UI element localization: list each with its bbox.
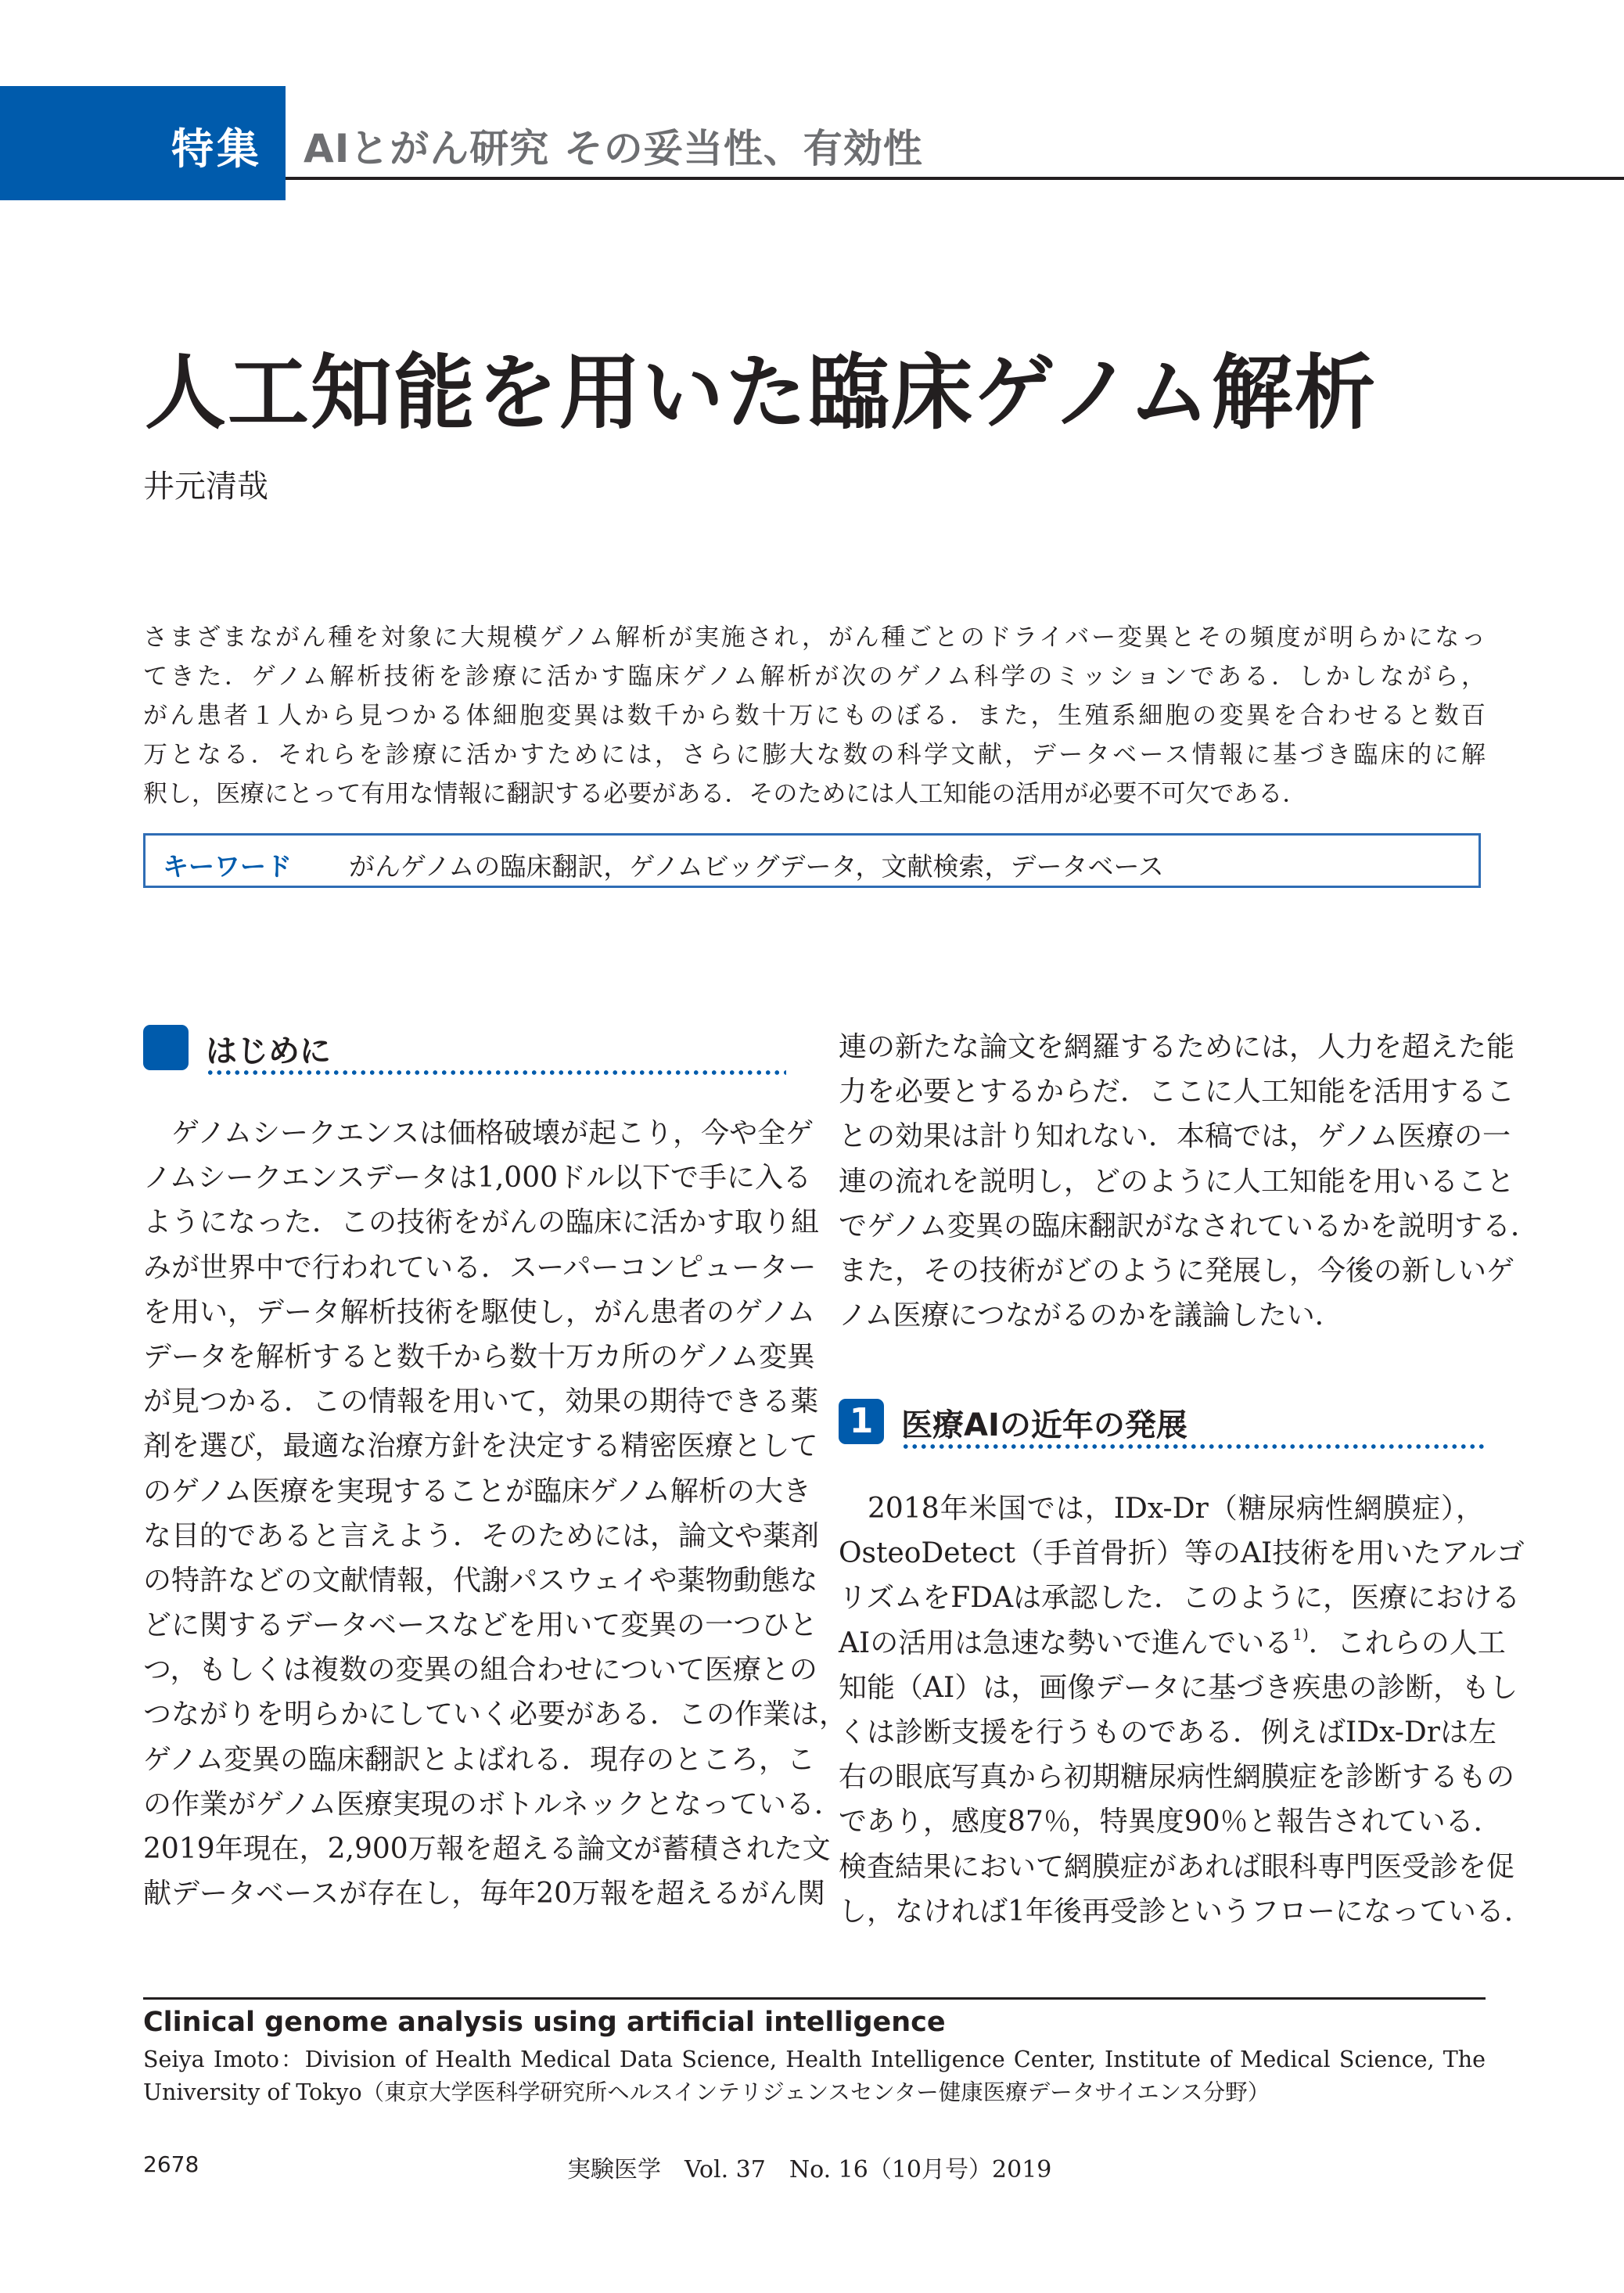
- section-marker-icon: [143, 1025, 189, 1070]
- text-line: でゲノム変異の臨床翻訳がなされているかを説明する．: [839, 1209, 1539, 1242]
- text-line: また，その技術がどのように発展し，今後の新しいゲ: [839, 1254, 1515, 1287]
- text-line: ゲノム変異の臨床翻訳とよばれる．現存のところ，こ: [143, 1743, 815, 1776]
- intro-body-left: [143, 1111, 848, 1916]
- text-line: ノムシークエンスデータは1,000ドル以下で手に入る: [143, 1162, 812, 1195]
- text-line: 力を必要とするからだ．ここに人工知能を活用するこ: [839, 1076, 1515, 1109]
- english-title: Clinical genome analysis using artificial intelligence: [143, 2007, 946, 2038]
- header-rule: [286, 177, 1624, 180]
- dotted-rule: [901, 1444, 1484, 1449]
- text-line-with-citation: [839, 1621, 1506, 1666]
- text-line: な目的であると言えよう．そのためには，論文や薬剤: [143, 1519, 820, 1552]
- series-title: AIとがん研究 その妥当性、有効性: [304, 126, 923, 171]
- text-line: の特許などの文献情報，代謝パスウェイや薬物動態な: [143, 1564, 818, 1597]
- text-line: 連の流れを説明し，どのように人工知能を用いること: [839, 1165, 1515, 1198]
- keyword-label: キーワード: [163, 851, 292, 882]
- text-line: が見つかる．この情報を用いて，効果の期待できる薬: [143, 1386, 819, 1418]
- citation-ref[interactable]: 1): [1292, 1624, 1309, 1644]
- article-title: 人工知能を用いた臨床ゲノム解析: [145, 345, 1378, 440]
- text-line: を用い，データ解析技術を駆使し，がん患者のゲノム: [143, 1296, 815, 1328]
- keyword-box: [143, 833, 1481, 888]
- text-line: ノム医療につながるのかを議論したい．: [839, 1299, 1343, 1332]
- author-name: 井元清哉: [143, 469, 268, 505]
- section-title: 医療AIの近年の発展: [901, 1407, 1187, 1443]
- intro-body-right: [839, 1025, 1539, 1338]
- text-line: くは診断支援を行うものである．例えばIDx-Drは左: [839, 1716, 1496, 1749]
- text-line: OsteoDetect（手首骨折）等のAI技術を用いたアルゴ: [839, 1537, 1525, 1570]
- section-heading-1: [839, 1399, 1484, 1449]
- abstract: [143, 618, 1486, 814]
- text-line: との効果は計り知れない．本稿では，ゲノム医療の一: [839, 1120, 1511, 1153]
- author-affiliation: [143, 2043, 1486, 2109]
- text-line: どに関するデータベースなどを用いて変異の一つひと: [143, 1609, 818, 1642]
- text-line: 検査結果において網膜症があれば眼科専門医受診を促: [839, 1850, 1515, 1883]
- footer-rule: [143, 1997, 1486, 2000]
- affiliation-line: University of Tokyo（東京大学医科学研究所ヘルスインテリジェンスセンター健康医療データサイエンス分野）: [143, 2079, 1270, 2105]
- abstract-line: 万となる．それらを診療に活かすためには，さらに膨大な数の科学文献，データベース情報に基づき臨床的に解: [143, 741, 1486, 769]
- text-line: ゲノムシークエンスは価格破壊が起こり，今や全ゲ: [143, 1117, 814, 1149]
- dotted-rule: [206, 1070, 786, 1075]
- text-line: の作業がゲノム医療実現のボトルネックとなっている．: [143, 1788, 843, 1820]
- text-line: 2019年現在，2,900万報を超える論文が蓄積された文: [143, 1833, 831, 1865]
- text-line: つ，もしくは複数の変異の組合わせについて医療との: [143, 1654, 817, 1687]
- text-line: のゲノム医療を実現することが臨床ゲノム解析の大き: [143, 1475, 811, 1508]
- keyword-list: がんゲノムの臨床翻訳，ゲノムビッグデータ，文献検索，データベース: [349, 851, 1164, 882]
- abstract-line: てきた．ゲノム解析技術を診療に活かす臨床ゲノム解析が次のゲノム科学のミッションである．しかしながら，: [143, 663, 1486, 691]
- section-number-badge: 1: [839, 1399, 884, 1444]
- feature-label: 特集: [171, 124, 262, 174]
- page-number: 2678: [143, 2151, 199, 2177]
- text-line: ようになった．この技術をがんの臨床に活かす取り組: [143, 1206, 820, 1239]
- text-line: データを解析すると数千から数十万カ所のゲノム変異: [143, 1340, 815, 1373]
- section-title: はじめに: [206, 1033, 331, 1069]
- text-line: つながりを明らかにしていく必要がある．この作業は，: [143, 1698, 848, 1731]
- text-line: 知能（AI）は，画像データに基づき疾患の診断，もし: [839, 1671, 1518, 1704]
- text-line: 連の新たな論文を網羅するためには，人力を超えた能: [839, 1031, 1515, 1063]
- section-heading-intro: [143, 1025, 786, 1075]
- abstract-line: 釈し，医療にとって有用な情報に翻訳する必要がある．そのためには人工知能の活用が必要不可欠である．: [143, 780, 1307, 808]
- text-line: リズムをFDAは承認した．このように，医療における: [839, 1582, 1521, 1615]
- feature-band: [0, 86, 286, 200]
- abstract-line: がん患者１人から見つかる体細胞変異は数千から数十万にものぼる．また，生殖系細胞の変異を合わせると数百: [143, 702, 1486, 730]
- text-line: し，なければ1年後再受診というフローになっている．: [839, 1895, 1532, 1928]
- text-line: みが世界中で行われている．スーパーコンピューター: [143, 1251, 817, 1284]
- journal-info: 実験医学 Vol. 37 No. 16（10月号）2019: [567, 2156, 1052, 2183]
- text-line: 右の眼底写真から初期糖尿病性網膜症を診断するもの: [839, 1761, 1515, 1794]
- text-line: 2018年米国では，IDx-Dr（糖尿病性網膜症），: [839, 1493, 1484, 1525]
- abstract-line: さまざまながん種を対象に大規模ゲノム解析が実施され，がん種ごとのドライバー変異とその頻度が明らかになっ: [143, 624, 1486, 652]
- text-line: 献データベースが存在し，毎年20万報を超えるがん関: [143, 1878, 826, 1910]
- text-segment: ．これらの人工: [1308, 1626, 1506, 1659]
- affiliation-line: Seiya Imoto：Division of Health Medical Data Science, Health Intelligence Center, Institute of Medical Science, The: [143, 2047, 1486, 2072]
- section1-body: [839, 1486, 1532, 1934]
- text-segment: AIの活用は急速な勢いで進んでいる: [839, 1626, 1293, 1659]
- text-line: であり，感度87％，特異度90％と報告されている．: [839, 1806, 1502, 1838]
- text-line: 剤を選び，最適な治療方針を決定する精密医療として: [143, 1430, 818, 1463]
